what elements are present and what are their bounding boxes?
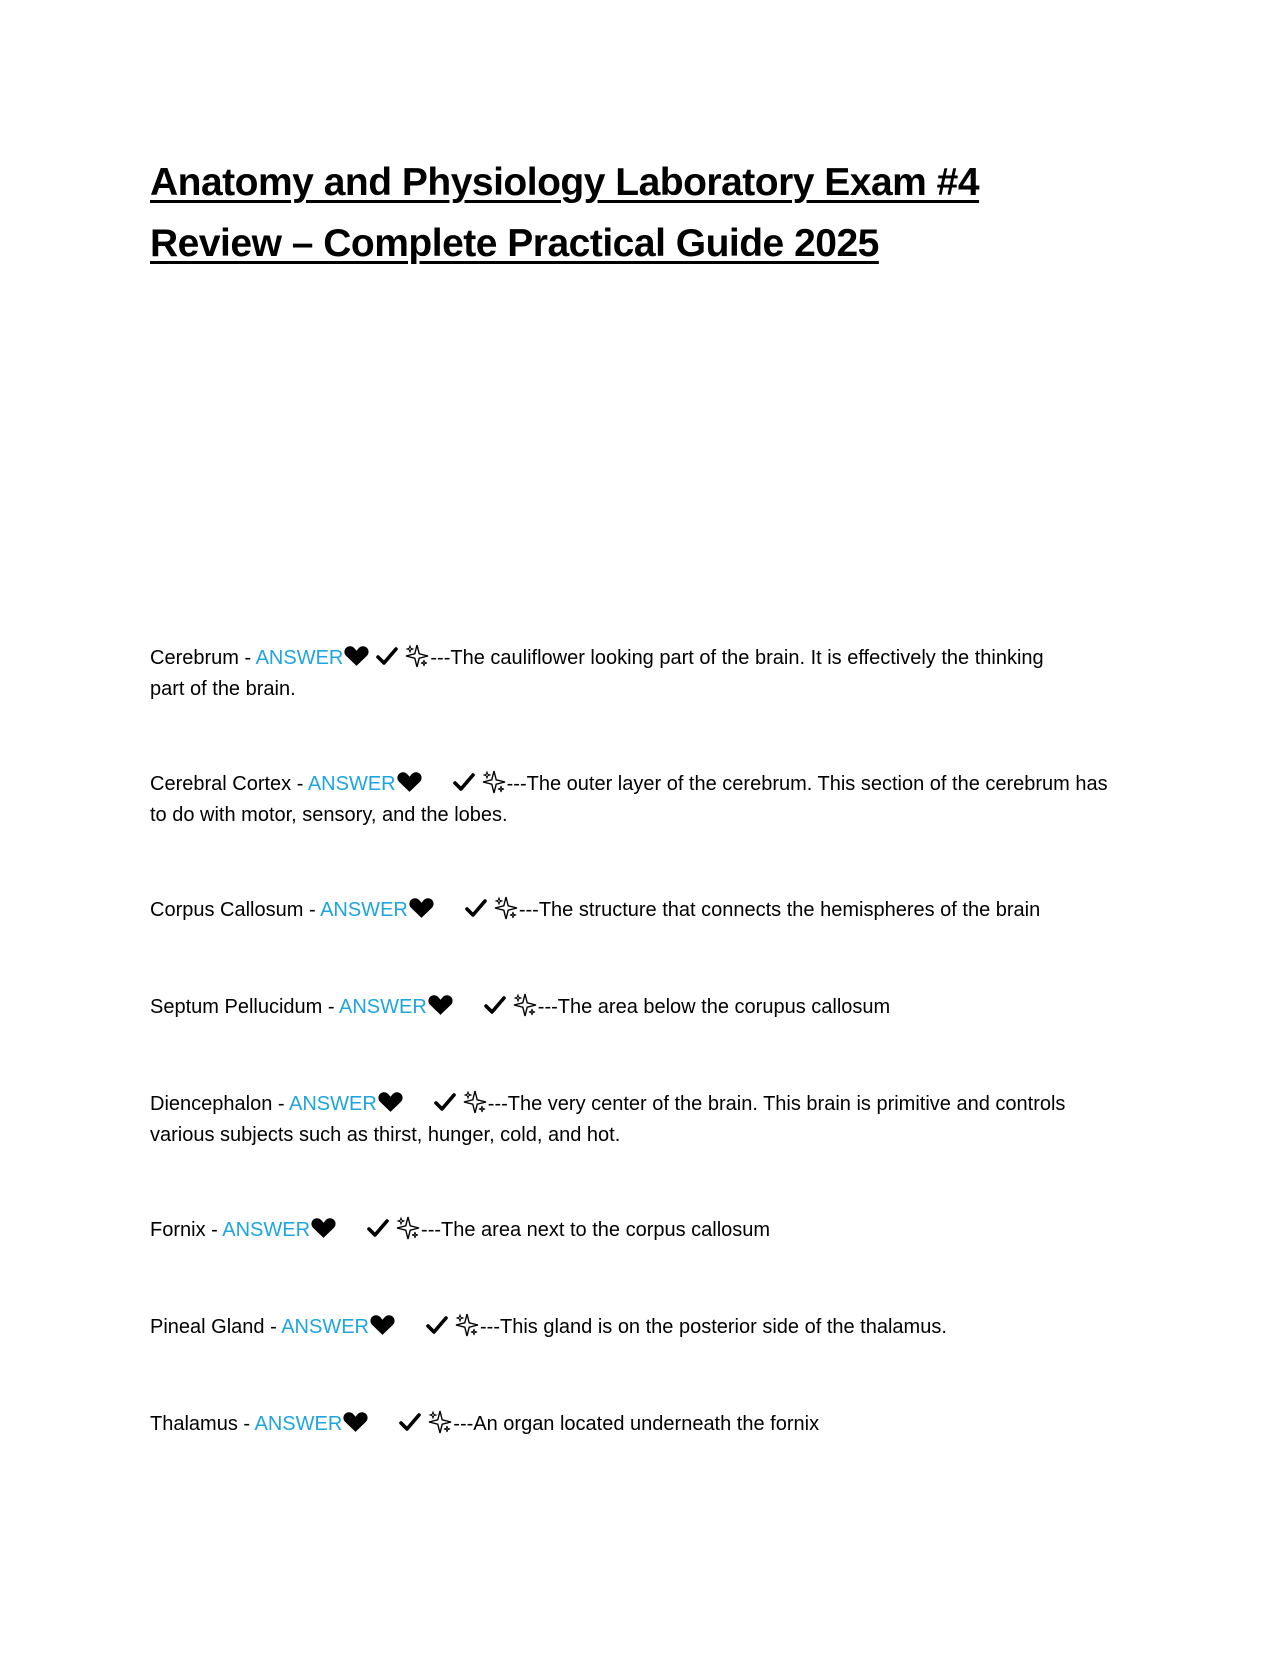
entry-definition: ---This gland is on the posterior side of the thalamus. — [480, 1316, 947, 1338]
flashcard-entry — [150, 1215, 1150, 1246]
entry-definition: ---The area next to the corpus callosum — [421, 1219, 771, 1241]
title-line-1: Anatomy and Physiology Laboratory Exam #4 — [150, 161, 980, 204]
entry-definition-cont: various subjects such as thirst, hunger, cold, and hot. — [150, 1124, 621, 1146]
check-icon — [484, 995, 506, 1015]
heart-icon — [342, 1411, 369, 1433]
check-icon — [426, 1315, 448, 1335]
sparkle-icon — [404, 643, 430, 669]
entry-definition-cont: to do with motor, sensory, and the lobes. — [150, 804, 508, 826]
entry-term: Thalamus - — [150, 1413, 255, 1435]
entry-definition: ---The very center of the brain. This brain is primitive and controls — [487, 1093, 1066, 1115]
entry-definition: ---The outer layer of the cerebrum. This section of the cerebrum has — [506, 773, 1108, 795]
check-icon — [376, 646, 398, 666]
entry-term: Cerebrum - — [150, 647, 256, 669]
entry-definition: ---An organ located underneath the fornix — [453, 1413, 820, 1435]
sparkle-icon — [462, 1089, 488, 1115]
flashcard-entry — [150, 1089, 1150, 1151]
heart-icon — [427, 994, 454, 1016]
answer-label: ANSWER — [338, 996, 427, 1018]
flashcard-entry — [150, 992, 1150, 1023]
entry-term: Pineal Gland - — [150, 1316, 282, 1338]
sparkle-icon — [481, 769, 507, 795]
entry-definition-cont: part of the brain. — [150, 678, 296, 700]
sparkle-icon — [454, 1312, 480, 1338]
flashcard-entry — [150, 1409, 1150, 1440]
check-icon — [465, 898, 487, 918]
flashcard-entry — [150, 1312, 1150, 1343]
entry-definition: ---The cauliflower looking part of the brain. It is effectively the thinking — [430, 647, 1044, 669]
flashcard-entry — [150, 643, 1150, 705]
entry-term: Corpus Callosum - — [150, 899, 321, 921]
check-icon — [367, 1218, 389, 1238]
sparkle-icon — [395, 1215, 421, 1241]
document-title — [150, 152, 1130, 274]
check-icon — [399, 1412, 421, 1432]
flashcard-entry — [150, 895, 1150, 926]
answer-label: ANSWER — [222, 1219, 311, 1241]
heart-icon — [310, 1217, 337, 1239]
check-icon — [453, 772, 475, 792]
entry-term: Cerebral Cortex - — [150, 773, 308, 795]
sparkle-icon — [512, 992, 538, 1018]
flashcard-entry — [150, 769, 1150, 831]
entry-term: Fornix - — [150, 1219, 223, 1241]
heart-icon — [408, 897, 435, 919]
entry-term: Diencephalon - — [150, 1093, 289, 1115]
answer-label: ANSWER — [281, 1316, 369, 1338]
answer-label: ANSWER — [288, 1093, 377, 1115]
heart-icon — [396, 771, 423, 793]
answer-label: ANSWER — [320, 899, 408, 921]
answer-label: ANSWER — [255, 647, 344, 669]
answer-label: ANSWER — [254, 1413, 343, 1435]
check-icon — [434, 1092, 456, 1112]
title-line-2: Review – Complete Practical Guide 2025 — [150, 222, 879, 265]
heart-icon — [343, 645, 370, 667]
entry-term: Septum Pellucidum - — [150, 996, 339, 1018]
heart-icon — [369, 1314, 396, 1336]
entry-definition: ---The structure that connects the hemispheres of the brain — [518, 899, 1041, 921]
sparkle-icon — [493, 895, 519, 921]
sparkle-icon — [427, 1409, 453, 1435]
answer-label: ANSWER — [307, 773, 396, 795]
entry-definition: ---The area below the corupus callosum — [537, 996, 891, 1018]
heart-icon — [377, 1091, 404, 1113]
